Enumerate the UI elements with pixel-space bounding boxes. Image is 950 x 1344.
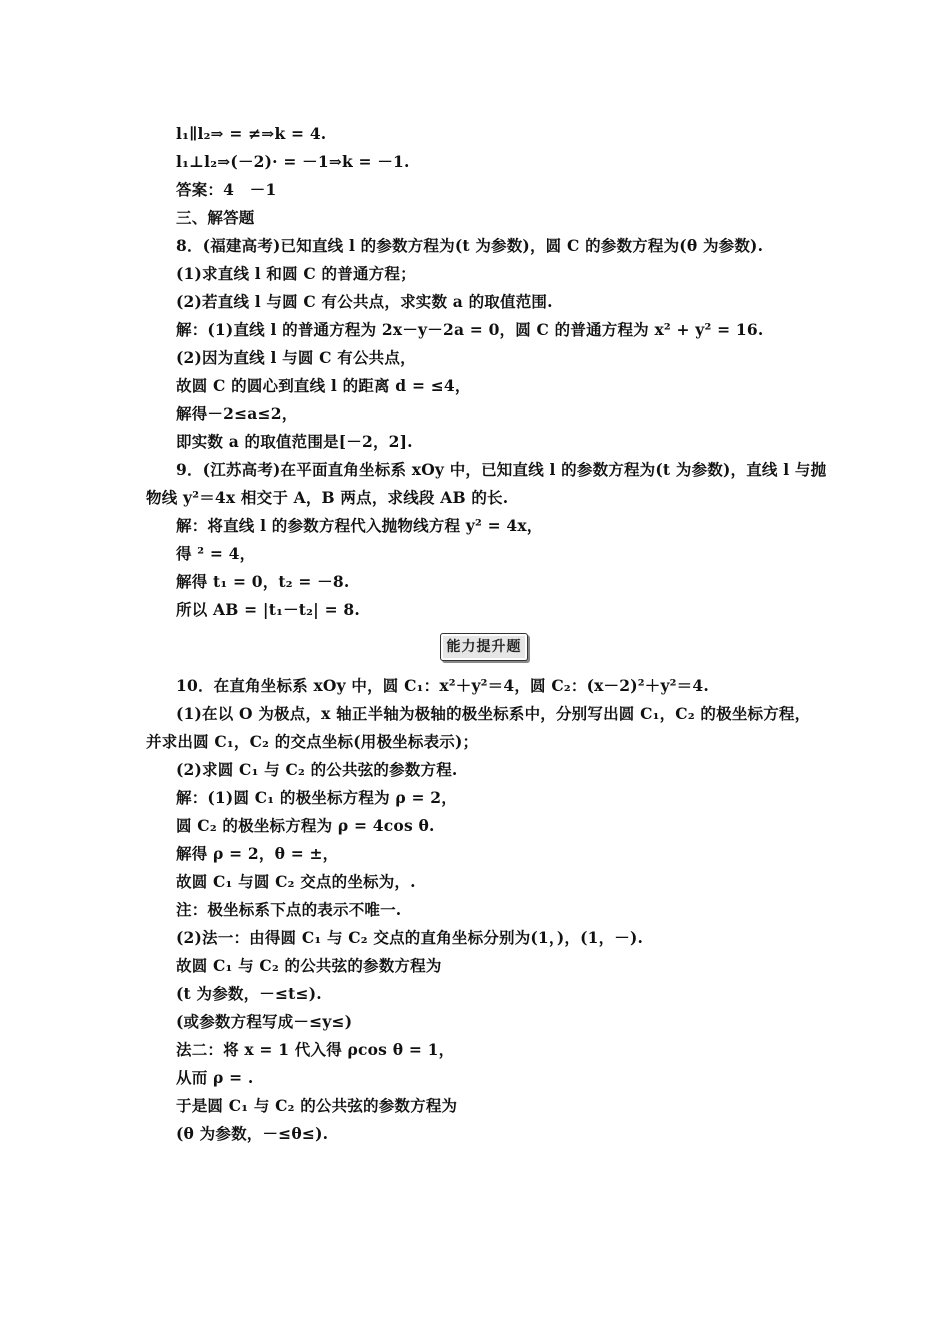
- text-line: (θ 为参数，－≤θ≤).: [176, 1124, 329, 1143]
- answer-line: 答案：4 －1: [176, 180, 277, 199]
- solution-line: 解：将直线 l 的参数方程代入抛物线方程 y² = 4x，: [176, 516, 543, 535]
- solution-line: 解：(1)圆 C₁ 的极坐标方程为 ρ = 2，: [176, 788, 457, 807]
- text-line: 解得 ρ = 2，θ = ±，: [176, 844, 339, 863]
- text-line: 故圆 C₁ 与 C₂ 的公共弦的参数方程为: [176, 956, 442, 975]
- text-line: 并求出圆 C₁，C₂ 的交点坐标(用极坐标表示)；: [146, 732, 479, 751]
- text-line: l₁∥l₂⇒ = ≠⇒k = 4.: [176, 124, 327, 143]
- note-line: 注：极坐标系下点的表示不唯一.: [176, 900, 402, 919]
- text-line: 得 ² = 4，: [176, 544, 256, 563]
- text-line: 圆 C₂ 的极坐标方程为 ρ = 4cos θ.: [176, 816, 435, 835]
- question-9: 9．(江苏高考)在平面直角坐标系 xOy 中，已知直线 l 的参数方程为(t 为参数)，直线 l 与抛: [176, 460, 827, 479]
- text-line: 故圆 C 的圆心到直线 l 的距离 d = ≤4，: [176, 376, 471, 395]
- text-line: 解得 t₁ = 0，t₂ = －8.: [176, 572, 350, 591]
- text-line: 从而 ρ = .: [176, 1068, 254, 1087]
- text-line: 所以 AB = |t₁－t₂| = 8.: [176, 600, 360, 619]
- text-line: 法二：将 x = 1 代入得 ρcos θ = 1，: [176, 1040, 455, 1059]
- text-line: l₁⊥l₂⇒(－2)· = －1⇒k = －1.: [176, 152, 410, 171]
- text-line: (2)求圆 C₁ 与 C₂ 的公共弦的参数方程.: [176, 760, 458, 779]
- text-line: (2)若直线 l 与圆 C 有公共点，求实数 a 的取值范围.: [176, 292, 553, 311]
- text-line: (或参数方程写成－≤y≤): [176, 1012, 353, 1031]
- question-10: 10．在直角坐标系 xOy 中，圆 C₁：x²＋y²＝4，圆 C₂：(x－2)²＋y²＝4.: [176, 676, 709, 695]
- text-line: 解得－2≤a≤2，: [176, 404, 298, 423]
- text-line: 于是圆 C₁ 与 C₂ 的公共弦的参数方程为: [176, 1096, 458, 1115]
- text-line: (t 为参数，－≤t≤).: [176, 984, 322, 1003]
- text-line: (2)法一：由得圆 C₁ 与 C₂ 交点的直角坐标分别为(1，)，(1，－).: [176, 928, 644, 947]
- text-line: 即实数 a 的取值范围是[－2，2].: [176, 432, 413, 451]
- text-line: (2)因为直线 l 与圆 C 有公共点，: [176, 348, 416, 367]
- text-line: (1)在以 O 为极点，x 轴正半轴为极轴的极坐标系中，分别写出圆 C₁，C₂ 的极坐标方程，: [176, 704, 811, 723]
- text-line: 故圆 C₁ 与圆 C₂ 交点的坐标为，.: [176, 872, 416, 891]
- solution-line: 解：(1)直线 l 的普通方程为 2x－y－2a = 0，圆 C 的普通方程为 x² + y² = 16.: [176, 320, 764, 339]
- section-badge: 能力提升题: [440, 633, 528, 661]
- section-heading: 三、解答题: [176, 208, 255, 227]
- text-line: 物线 y²＝4x 相交于 A，B 两点，求线段 AB 的长.: [146, 488, 509, 507]
- text-line: (1)求直线 l 和圆 C 的普通方程；: [176, 264, 416, 283]
- question-8: 8．(福建高考)已知直线 l 的参数方程为(t 为参数)，圆 C 的参数方程为(θ 为参数).: [176, 236, 764, 255]
